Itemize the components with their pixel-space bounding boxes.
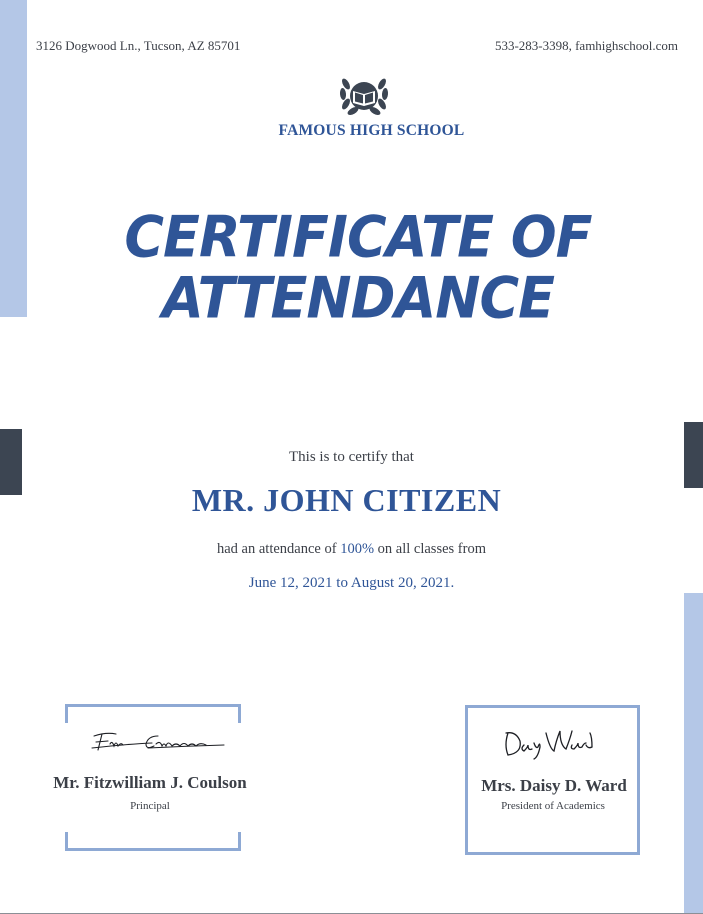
handwritten-signature-icon	[500, 725, 596, 761]
decorative-bar-bottom-right	[684, 593, 703, 914]
laurel-book-emblem-icon	[338, 72, 390, 118]
certificate-title-line1: CERTIFICATE OF	[124, 203, 592, 271]
signature-frame-bottom	[65, 832, 241, 851]
attendance-prefix: had an attendance of	[217, 541, 341, 557]
signatory-2-role: President of Academics	[501, 800, 605, 812]
school-contact: 533-283-3398, famhighschool.com	[494, 38, 678, 53]
signature-frame-top	[65, 704, 241, 723]
attendance-dates: June 12, 2021 to August 20, 2021.	[248, 575, 455, 591]
signatory-1-name: Mr. Fitzwilliam J. Coulson	[53, 773, 247, 792]
attendance-percent: 100%	[340, 541, 375, 557]
school-address: 3126 Dogwood Ln., Tucson, AZ 85701	[36, 38, 241, 53]
certificate-title	[0, 203, 703, 331]
signatory-1-role: Principal	[130, 800, 170, 812]
school-name: FAMOUS HIGH SCHOOL	[278, 122, 465, 139]
attendance-statement	[0, 541, 703, 558]
attendance-suffix: on all classes from	[374, 541, 486, 557]
certificate-title-line2: ATTENDANCE	[162, 264, 554, 331]
recipient-name: MR. JOHN CITIZEN	[191, 482, 502, 518]
signatory-2-name: Mrs. Daisy D. Ward	[481, 776, 627, 795]
certify-text: This is to certify that	[289, 449, 414, 465]
handwritten-signature-icon	[88, 722, 228, 758]
